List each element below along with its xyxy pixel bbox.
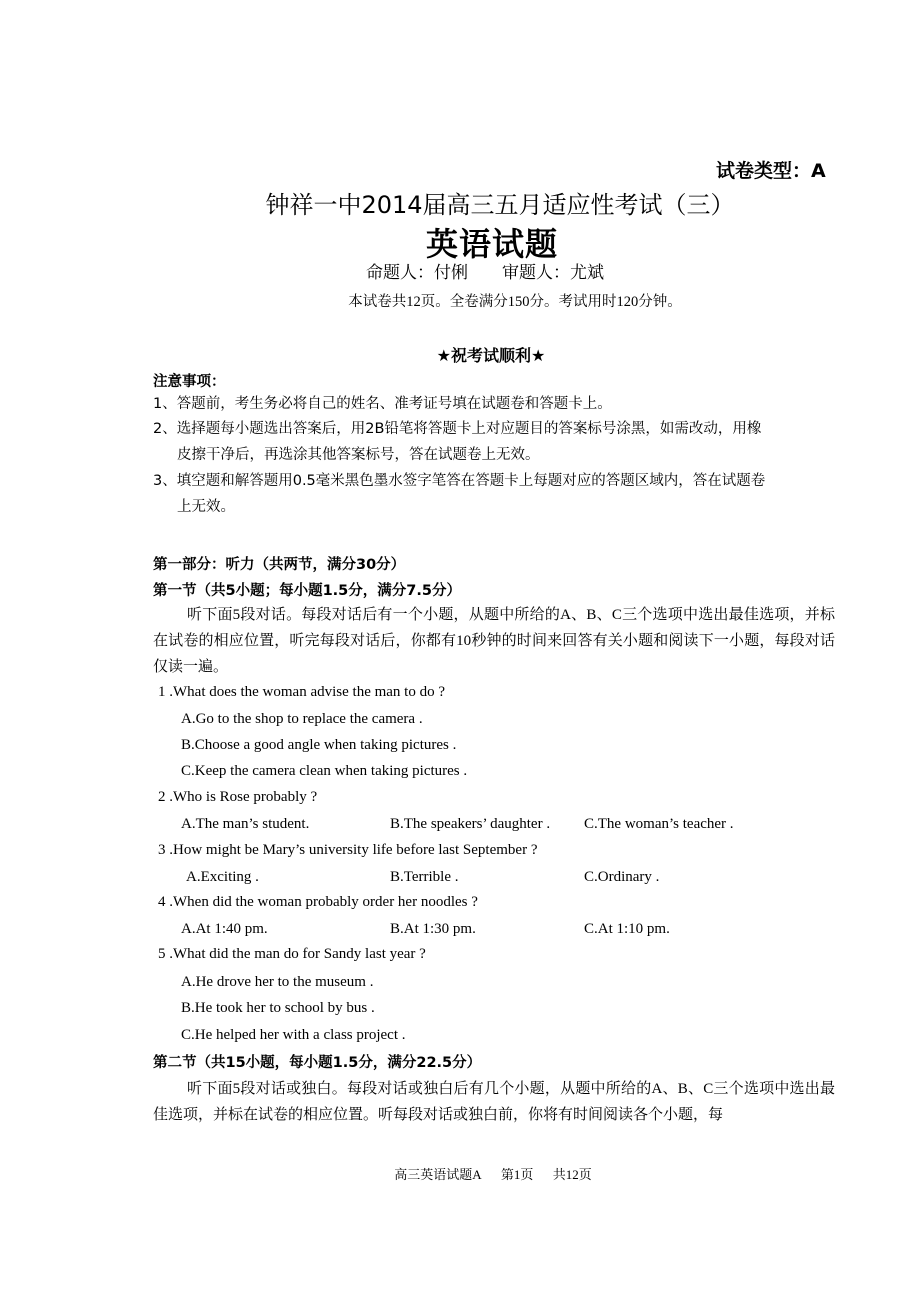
- section-heading: 第一节（共5小题；每小题1.5分，满分7.5分）: [153, 583, 461, 599]
- question-stem: 3 .How might be Mary’s university life before last September ?: [158, 842, 538, 858]
- option-c: C.Keep the camera clean when taking pictures .: [181, 763, 468, 779]
- footer-total-pages: 共12页: [552, 1167, 592, 1182]
- good-luck-banner: ★祝考试顺利★: [436, 346, 546, 365]
- option-a: A.At 1:40 pm.: [181, 921, 268, 937]
- subject-title: 英语试题: [425, 225, 558, 263]
- option-b: B.Terrible .: [390, 869, 459, 885]
- question-stem: 2 .Who is Rose probably ?: [158, 789, 318, 805]
- question-stem: 4 .When did the woman probably order her noodles ?: [158, 894, 478, 910]
- notes-heading: 注意事项：: [153, 374, 226, 390]
- author-line: [366, 258, 604, 283]
- option-a: A.He drove her to the museum .: [181, 974, 374, 990]
- option-c: C.He helped her with a class project .: [181, 1027, 406, 1043]
- note-item: [153, 416, 835, 468]
- note-line-continued: 上无效。: [177, 499, 235, 515]
- reviewer-name: 审题人：尤斌: [502, 263, 604, 283]
- note-line: 2、选择题每小题选出答案后，用2B铅笔将答题卡上对应题目的答案标号涂黑，如需改动，用橡: [153, 421, 762, 437]
- note-line: 1、答题前，考生务必将自己的姓名、准考证号填在试题卷和答题卡上。: [153, 396, 612, 412]
- paper-type-label: 试卷类型：A: [716, 160, 826, 182]
- part-heading: 第一部分：听力（共两节，满分30分）: [153, 557, 406, 573]
- section-instructions: 听下面5段对话或独白。每段对话或独白后有几个小题，从题中所给的A、B、C三个选项中选出最佳选项，并标在试卷的相应位置。听每段对话或独白前，你将有时间阅读各个小题，每: [153, 1081, 835, 1123]
- option-a: A.The man’s student.: [181, 816, 310, 832]
- option-c: C.Ordinary .: [584, 869, 660, 885]
- setter-name: 命题人：付俐: [366, 263, 468, 283]
- option-b: B.Choose a good angle when taking pictures .: [181, 737, 457, 753]
- paper-info: 本试卷共12页。全卷满分150分。考试用时120分钟。: [348, 294, 682, 310]
- option-b: B.At 1:30 pm.: [390, 921, 476, 937]
- note-item: [153, 468, 835, 520]
- note-item: [153, 391, 835, 417]
- footer-page-number: 第1页: [500, 1167, 534, 1182]
- option-b: B.He took her to school by bus .: [181, 1000, 375, 1016]
- section-heading: 第二节（共15小题，每小题1.5分，满分22.5分）: [153, 1055, 482, 1071]
- note-line-continued: 皮擦干净后，再选涂其他答案标号，答在试题卷上无效。: [177, 447, 540, 463]
- option-c: C.The woman’s teacher .: [584, 816, 734, 832]
- question-stem: 1 .What does the woman advise the man to do ?: [158, 684, 446, 700]
- option-b: B.The speakers’ daughter .: [390, 816, 551, 832]
- note-line: 3、填空题和解答题用0.5毫米黑色墨水签字笔答在答题卡上每题对应的答题区域内，答在试题卷: [153, 473, 766, 489]
- exam-title: 钟祥一中2014届高三五月适应性考试（三）: [265, 191, 735, 219]
- option-a: A.Exciting .: [186, 869, 259, 885]
- option-c: C.At 1:10 pm.: [584, 921, 670, 937]
- footer-subject: 高三英语试题A: [394, 1167, 482, 1182]
- page-footer: [0, 1164, 920, 1183]
- option-a: A.Go to the shop to replace the camera .: [181, 711, 423, 727]
- section-instructions: 听下面5段对话。每段对话后有一个小题，从题中所给的A、B、C三个选项中选出最佳选项，并标在试卷的相应位置，听完每段对话后，你都有10秒钟的时间来回答有关小题和阅读下一小题，每段对话仅读一遍。: [153, 607, 835, 675]
- question-stem: 5 .What did the man do for Sandy last year ?: [158, 946, 426, 962]
